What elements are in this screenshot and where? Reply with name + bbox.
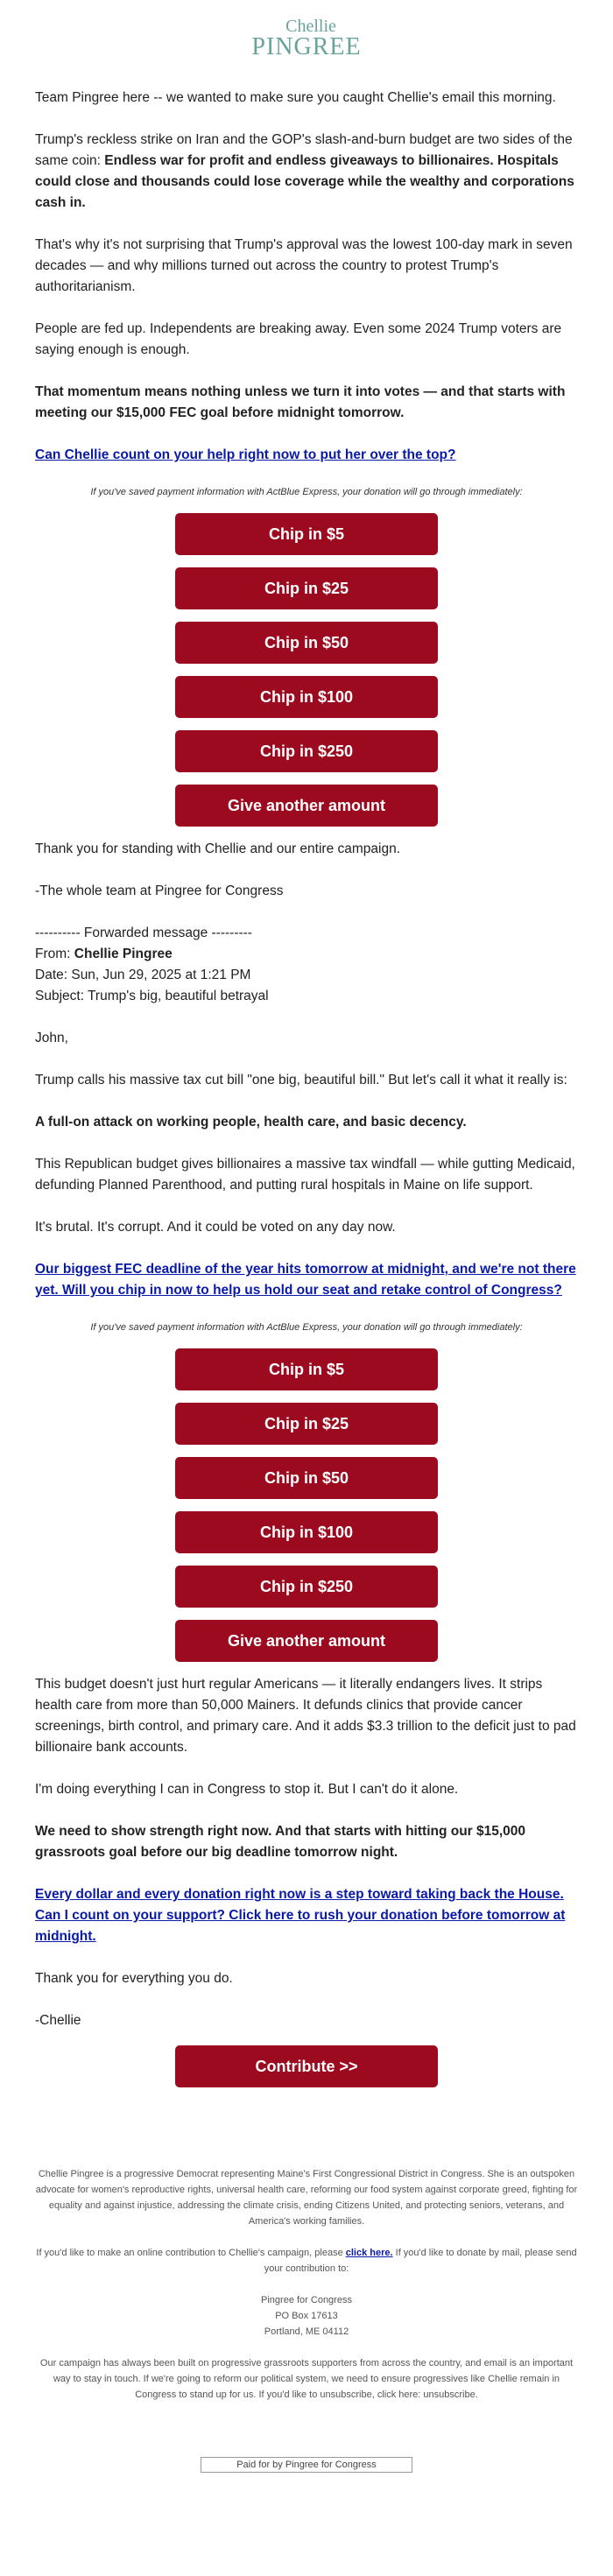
forwarded-header bbox=[35, 923, 578, 1007]
logo-bottom: PINGREE bbox=[251, 33, 362, 60]
footer-about: Chellie Pingree is a progressive Democrat representing Maine's First Congressional District in Congress. She is an outspoken advocate for women's reproductive rights, universal health care, reforming our food system against corporate greed, fighting for equality and against injustice, addressing the climate crisis, ending Citizens United, and protecting seniors, veterans, and America's working families. bbox=[35, 2169, 578, 2227]
closing-donate-link[interactable]: Every dollar and every donation right now is a step toward taking back the House. Can I count on your support? Click here to rush your donation before tomorrow at midnight. bbox=[35, 1887, 566, 1944]
donation-buttons-1 bbox=[35, 513, 578, 827]
letter-p2-bold: A full-on attack on working people, health care, and basic decency. bbox=[35, 1115, 467, 1130]
letter-paragraph-2 bbox=[35, 1112, 578, 1133]
chip-in-50-button[interactable]: Chip in $50 bbox=[175, 1457, 438, 1499]
forwarded-date: Date: Sun, Jun 29, 2025 at 1:21 PM bbox=[35, 968, 251, 982]
donation-buttons-2 bbox=[35, 1348, 578, 1662]
forwarded-subject: Subject: Trump's big, beautiful betrayal bbox=[35, 989, 269, 1003]
chip-in-250-button[interactable]: Chip in $250 bbox=[175, 730, 438, 772]
intro-p5-bold: That momentum means nothing unless we turn it into votes — and that starts with meeting our $15,000 FEC goal before midnight tomorrow. bbox=[35, 384, 566, 420]
letter-paragraph-4: It's brutal. It's corrupt. And it could be voted on any day now. bbox=[35, 1220, 396, 1235]
mailing-address bbox=[35, 2292, 578, 2340]
give-another-amount-button[interactable]: Give another amount bbox=[175, 1620, 438, 1662]
footer-click-here-link[interactable]: click here. bbox=[345, 2248, 393, 2258]
intro-donate-link[interactable]: Can Chellie count on your help right now to put her over the top? bbox=[35, 447, 456, 462]
address-line-2: PO Box 17613 bbox=[275, 2311, 338, 2321]
closing-p3-bold: We need to show strength right now. And that starts with hitting our $15,000 grassroots goal before our big deadline tomorrow night. bbox=[35, 1824, 526, 1860]
intro-paragraph-5 bbox=[35, 382, 578, 424]
footer-unsubscribe: Our campaign has always been built on progressive grassroots supporters from across the country, and email is an important way to stay in touch. If we're going to reform our political system, we need to ensure progressives like Chellie remain in Congress to stand up for us. If you'd like to unsubscribe, click here: unsubscribe. bbox=[39, 2358, 574, 2400]
letter-paragraph-1: Trump calls his massive tax cut bill "one big, beautiful bill." But let's call it what it really is: bbox=[35, 1073, 567, 1087]
intro-paragraph-2 bbox=[35, 130, 578, 214]
intro-p2-text: Trump's reckless strike on Iran and the GOP's slash-and-burn budget are two sides of the same coin: bbox=[35, 132, 573, 168]
footer-donate: If you'd like to make an online contribution to Chellie's campaign, please click here. If you'd like to donate by mail, please send your contribution to: bbox=[36, 2248, 577, 2274]
closing-thanks: Thank you for everything you do. bbox=[35, 1971, 233, 1986]
chip-in-25-button[interactable]: Chip in $25 bbox=[175, 1403, 438, 1445]
chip-in-5-button[interactable]: Chip in $5 bbox=[175, 513, 438, 555]
chip-in-50-button[interactable]: Chip in $50 bbox=[175, 622, 438, 664]
address-line-1: Pingree for Congress bbox=[261, 2295, 352, 2305]
from-name: Chellie Pingree bbox=[74, 947, 173, 961]
closing-paragraph-3 bbox=[35, 1821, 578, 1863]
intro-p2-bold: Endless war for profit and endless giveaways to billionaires. Hospitals could close and thousands could lose coverage while the wealthy and corporations cash in. bbox=[35, 153, 574, 210]
give-another-amount-button[interactable]: Give another amount bbox=[175, 785, 438, 827]
chip-in-5-button[interactable]: Chip in $5 bbox=[175, 1348, 438, 1390]
letter-donate-link[interactable]: Our biggest FEC deadline of the year hits tomorrow at midnight, and we're not there yet. Will you chip in now to help us hold our seat and retake control of Congress? bbox=[35, 1262, 576, 1298]
contribute-button[interactable]: Contribute >> bbox=[175, 2045, 438, 2087]
logo-top: Chellie bbox=[285, 17, 336, 36]
chip-in-100-button[interactable]: Chip in $100 bbox=[175, 1511, 438, 1553]
intro-paragraph-3: That's why it's not surprising that Trump's approval was the lowest 100-day mark in seven decades — and why millions turned out across the country to protest Trump's authoritarianism. bbox=[35, 237, 573, 294]
thanks-paragraph: Thank you for standing with Chellie and our entire campaign. bbox=[35, 841, 401, 856]
intro-paragraph-1: Team Pingree here -- we wanted to make sure you caught Chellie's email this morning. bbox=[35, 90, 556, 105]
actblue-note-1: If you've saved payment information with ActBlue Express, your donation will go through immediately: bbox=[90, 487, 523, 497]
forwarded-from: From: Chellie Pingree bbox=[35, 947, 173, 961]
team-signature: -The whole team at Pingree for Congress bbox=[35, 883, 284, 898]
chellie-pingree-logo bbox=[236, 16, 377, 61]
address-line-3: Portland, ME 04112 bbox=[264, 2326, 349, 2337]
closing-paragraph-2: I'm doing everything I can in Congress to stop it. But I can't do it alone. bbox=[35, 1782, 459, 1797]
closing-paragraph-1: This budget doesn't just hurt regular Americans — it literally endangers lives. It strips health care from more than 50,000 Mainers. It defunds clinics that provide cancer screenings, birth control, and primary care. And it adds $3.3 trillion to the deficit just to pad billionaire bank accounts. bbox=[35, 1677, 576, 1755]
intro-paragraph-4: People are fed up. Independents are breaking away. Even some 2024 Trump voters are saying enough is enough. bbox=[35, 321, 562, 357]
footer bbox=[35, 2166, 578, 2473]
letter-paragraph-3: This Republican budget gives billionaires a massive tax windfall — while gutting Medicaid, defunding Planned Parenthood, and putting rural hospitals in Maine on life support. bbox=[35, 1157, 575, 1193]
chellie-signature: -Chellie bbox=[35, 2013, 81, 2028]
chip-in-100-button[interactable]: Chip in $100 bbox=[175, 676, 438, 718]
paid-for-disclaimer: Paid for by Pingree for Congress bbox=[201, 2457, 412, 2473]
chip-in-250-button[interactable]: Chip in $250 bbox=[175, 1566, 438, 1608]
actblue-note-2: If you've saved payment information with ActBlue Express, your donation will go through immediately: bbox=[90, 1322, 523, 1333]
chip-in-25-button[interactable]: Chip in $25 bbox=[175, 567, 438, 609]
logo bbox=[35, 0, 578, 70]
forwarded-line: ---------- Forwarded message --------- bbox=[35, 926, 252, 940]
greeting: John, bbox=[35, 1031, 68, 1045]
email-body bbox=[35, 0, 578, 2473]
